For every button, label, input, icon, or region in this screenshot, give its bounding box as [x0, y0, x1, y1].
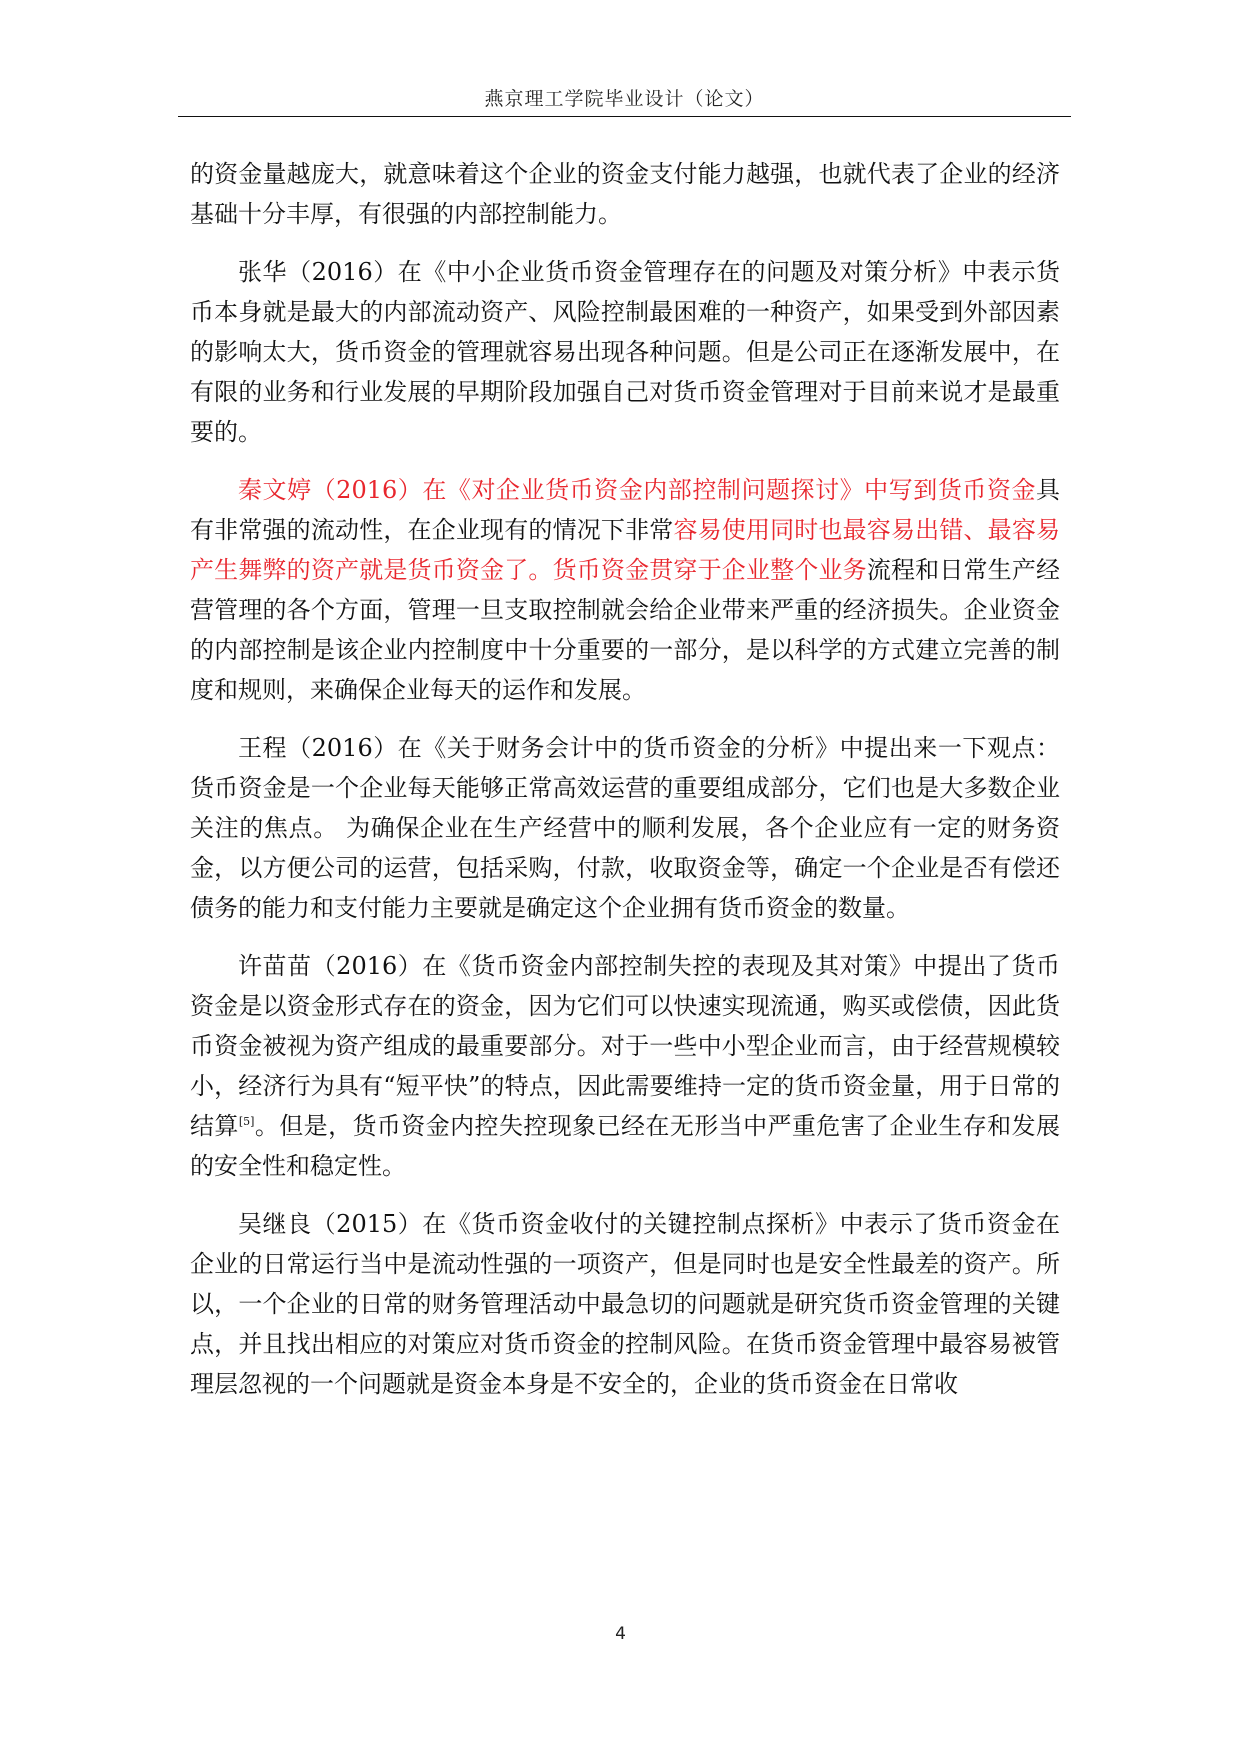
- paragraph-text: 流程和日常生产经营管理的各个方面，管理一旦支取控制就会给企业带来严重的经济损失。企业资金的内部控制是该企业内控制度中十分重要的一部分，是以科学的方式建立完善的制度和规则，来确保企业每天的运作和发展。: [190, 556, 1061, 704]
- paragraph-zhang-hua: [190, 252, 1060, 452]
- header-divider: [178, 116, 1071, 117]
- paragraph-qin-wenting: [190, 470, 1060, 710]
- paragraph-text: 的资金量越庞大，就意味着这个企业的资金支付能力越强，也就代表了企业的经济基础十分丰厚，有很强的内部控制能力。: [190, 160, 1060, 228]
- paragraph-text: 吴继良（2015）在《货币资金收付的关键控制点探析》中表示了货币资金在企业的日常运行当中是流动性强的一项资产，但是同时也是安全性最差的资产。所以，一个企业的日常的财务管理活动中最急切的问题就是研究货币资金管理的关键点，并且找出相应的对策应对货币资金的控制风险。在货币资金管理中最容易被管理层忽视的一个问题就是资金本身是不安全的，企业的货币资金在日常收: [190, 1210, 1060, 1398]
- document-body: [190, 154, 1060, 1422]
- paragraph-text: 具有非常强的流动性，在企业现有的情况下非常: [190, 476, 1060, 544]
- highlighted-text: 秦文婷（2016）在《对企业货币资金内部控制问题探讨》中写到货币资金: [238, 476, 1036, 504]
- paragraph-wu-jiliang: [190, 1204, 1060, 1404]
- paragraph-text: 许苗苗（2016）在《货币资金内部控制失控的表现及其对策》中提出了货币资金是以资金形式存在的资金，因为它们可以快速实现流通，购买或偿债，因此货币资金被视为资产组成的最重要部分。对于一些中小型企业而言，由于经营规模较小，经济行为具有“短平快”的特点，因此需要维持一定的货币资金量，用于日常的结算: [190, 952, 1060, 1140]
- page-number: 4: [615, 1624, 626, 1644]
- paragraph-continuation: [190, 154, 1060, 234]
- paragraph-wang-cheng: [190, 728, 1060, 928]
- paragraph-text: 王程（2016）在《关于财务会计中的货币资金的分析》中提出来一下观点：货币资金是一个企业每天能够正常高效运营的重要组成部分，它们也是大多数企业关注的焦点。 为确保企业在生产经营中的顺利发展，各个企业应有一定的财务资金，以方便公司的运营，包括采购，付款，收取资金等，确定一个企业是否有偿还债务的能力和支付能力主要就是确定这个企业拥有货币资金的数量。: [190, 734, 1060, 922]
- highlighted-text: 容易使用同时也最容易出错、最容易产生舞弊的资产就是货币资金了。货币资金贯穿于企业整个业务: [190, 516, 1061, 584]
- paragraph-text: 。但是，货币资金内控失控现象已经在无形当中严重危害了企业生存和发展的安全性和稳定性。: [190, 1112, 1061, 1180]
- citation-reference: [5]: [238, 1115, 255, 1128]
- paragraph-text: 张华（2016）在《中小企业货币资金管理存在的问题及对策分析》中表示货币本身就是最大的内部流动资产、风险控制最困难的一种资产，如果受到外部因素的影响太大，货币资金的管理就容易出现各种问题。但是公司正在逐渐发展中，在有限的业务和行业发展的早期阶段加强自己对货币资金管理对于目前来说才是最重要的。: [190, 258, 1060, 446]
- paragraph-xu-miaomiao: [190, 946, 1060, 1186]
- page-header-title: 燕京理工学院毕业设计（论文）: [484, 88, 765, 110]
